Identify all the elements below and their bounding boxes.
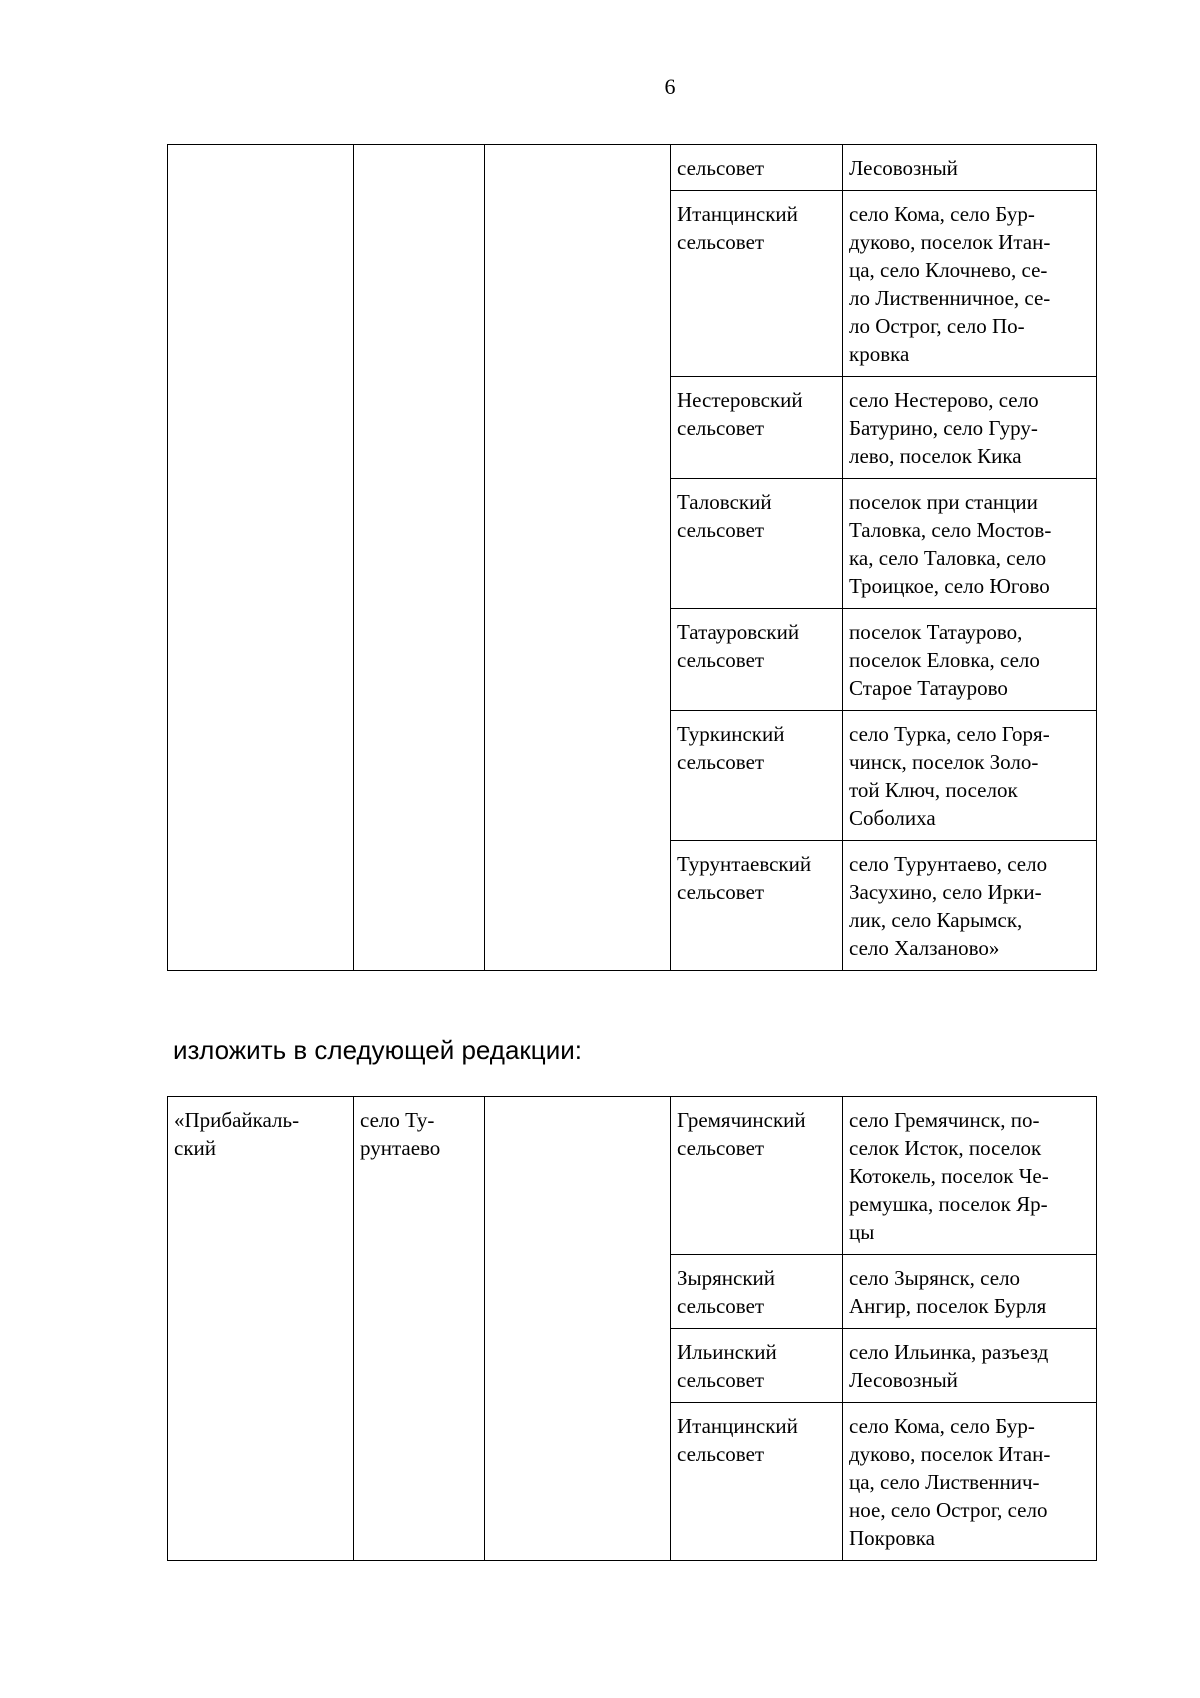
settlements-cell: село Кома, село Бур- дуково, поселок Итан- ца, село Клочнево, се- ло Лиственничное, се- ло Острог, село По- кровка [843,191,1097,377]
council-cell: Зырянский сельсовет [671,1255,843,1329]
council-cell: Турунтаевский сельсовет [671,841,843,971]
council-cell: сельсовет [671,145,843,191]
empty-cell [485,145,671,971]
council-cell: Таловский сельсовет [671,479,843,609]
settlements-cell: поселок Татаурово, поселок Еловка, село Старое Татаурово [843,609,1097,711]
council-cell: Туркинский сельсовет [671,711,843,841]
council-cell: Итанцинский сельсовет [671,191,843,377]
council-cell: Татауровский сельсовет [671,609,843,711]
council-cell: Итанцинский сельсовет [671,1403,843,1561]
settlements-cell: село Кома, село Бур- дуково, поселок Итан- ца, село Лиственнич- ное, село Острог, село Покровка [843,1403,1097,1561]
settlements-cell: Лесовозный [843,145,1097,191]
settlements-table-old [167,144,1097,971]
council-cell: Нестеровский сельсовет [671,377,843,479]
settlements-cell: поселок при станции Таловка, село Мостов- ка, село Таловка, село Троицкое, село Югово [843,479,1097,609]
council-cell: Ильинский сельсовет [671,1329,843,1403]
center-cell: село Ту- рунтаево [354,1097,485,1561]
district-cell [168,145,354,971]
council-cell: Гремячинский сельсовет [671,1097,843,1255]
center-cell [354,145,485,971]
district-cell: «Прибайкаль- ский [168,1097,354,1561]
settlements-table-new [167,1096,1097,1561]
table-row [168,1097,1097,1255]
empty-cell [485,1097,671,1561]
instruction-text: изложить в следующей редакции: [173,1035,582,1065]
settlements-cell: село Гремячинск, по- селок Исток, поселок Котокель, поселок Че- ремушка, поселок Яр- цы [843,1097,1097,1255]
settlements-cell: село Ильинка, разъезд Лесовозный [843,1329,1097,1403]
settlements-cell: село Зырянск, село Ангир, поселок Бурля [843,1255,1097,1329]
settlements-cell: село Турунтаево, село Засухино, село Ирки- лик, село Карымск, село Халзаново» [843,841,1097,971]
page-number: 6 [664,74,676,99]
settlements-cell: село Турка, село Горя- чинск, поселок Золо- той Ключ, поселок Соболиха [843,711,1097,841]
settlements-cell: село Нестерово, село Батурино, село Гуру- лево, поселок Кика [843,377,1097,479]
table-row [168,145,1097,191]
